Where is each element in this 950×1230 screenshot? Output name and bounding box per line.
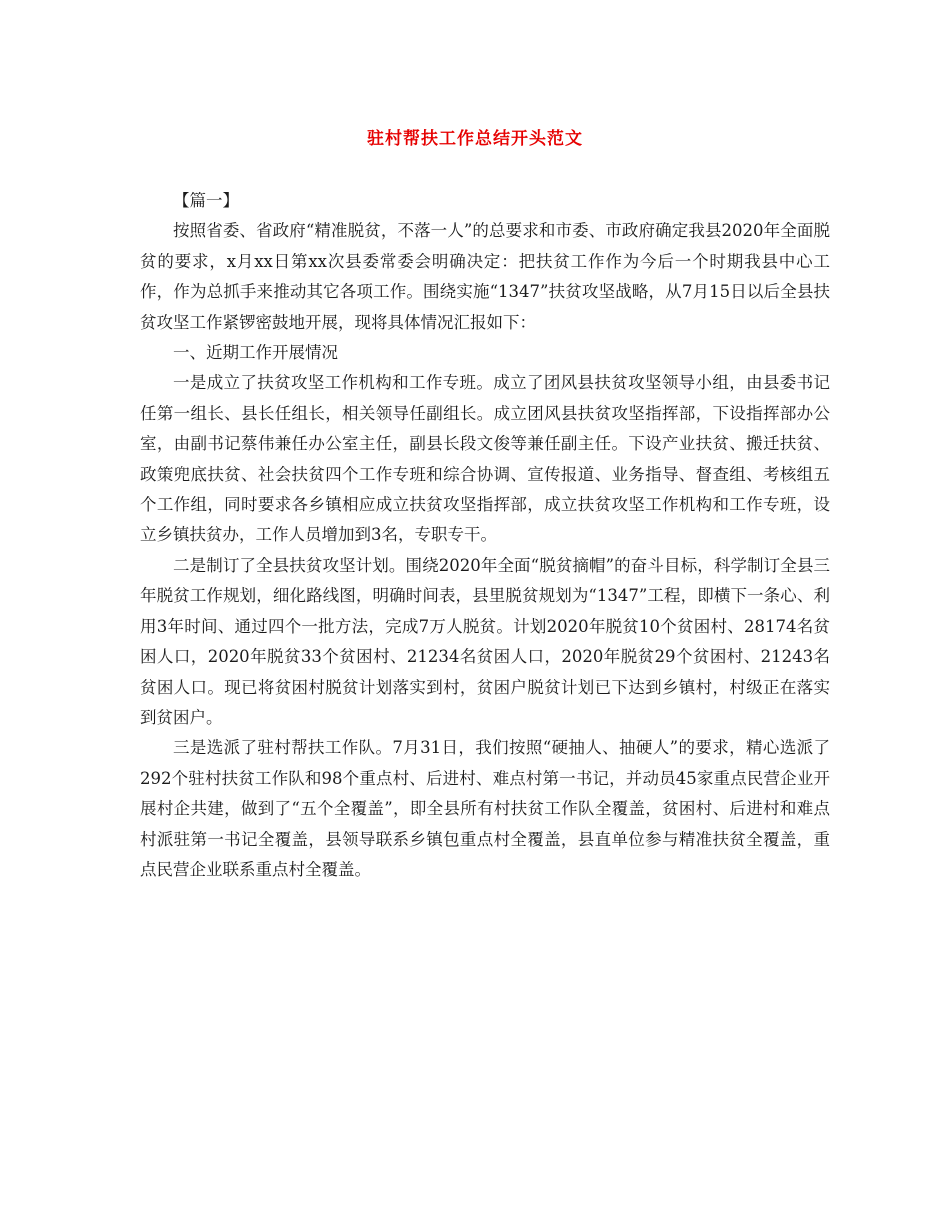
paragraph-intro: 按照省委、省政府“精准脱贫，不落一人”的总要求和市委、市政府确定我县2020年全面脱贫的要求，x月xx日第xx次县委常委会明确决定：把扶贫工作作为今后一个时期我县中心工作，作为总抓手来推动其它各项工作。围绕实施“1347”扶贫攻坚战略，从7月15日以后全县扶贫攻坚工作紧锣密鼓地开展，现将具体情况汇报如下： — [140, 221, 830, 332]
paragraph-heading: 一、近期工作开展情况 — [173, 343, 338, 363]
document-title: 驻村帮扶工作总结开头范文 — [367, 129, 583, 149]
section-tag: 【篇一】 — [173, 191, 239, 210]
paragraph-1: 一是成立了扶贫攻坚工作机构和工作专班。成立了团风县扶贫攻坚领导小组，由县委书记任第一组长、县长任组长，相关领导任副组长。成立团风县扶贫攻坚指挥部，下设指挥部办公室，由副书记蔡伟兼任办公室主任，副县长段文俊等兼任副主任。下设产业扶贫、搬迁扶贫、政策兜底扶贫、社会扶贫四个工作专班和综合协调、宣传报道、业务指导、督查组、考核组五个工作组，同时要求各乡镇相应成立扶贫攻坚指挥部，成立扶贫攻坚工作机构和工作专班，设立乡镇扶贫办，工作人员增加到3名，专职专干。 — [140, 373, 830, 545]
paragraph-2: 二是制订了全县扶贫攻坚计划。围绕2020年全面“脱贫摘帽”的奋斗目标，科学制订全县三年脱贫工作规划，细化路线图，明确时间表，县里脱贫规划为“1347”工程，即横下一条心、利用3年时间、通过四个一批方法，完成7万人脱贫。计划2020年脱贫10个贫困村、28174名贫困人口，2020年脱贫33个贫困村、21234名贫困人口，2020年脱贫29个贫困村、21243名贫困人口。现已将贫困村脱贫计划落实到村，贫困户脱贫计划已下达到乡镇村，村级正在落实到贫困户。 — [140, 555, 830, 727]
document-body — [140, 186, 830, 885]
paragraph-3: 三是选派了驻村帮扶工作队。7月31日，我们按照“硬抽人、抽硬人”的要求，精心选派了292个驻村扶贫工作队和98个重点村、后进村、难点村第一书记，并动员45家重点民营企业开展村企共建，做到了“五个全覆盖”，即全县所有村扶贫工作队全覆盖，贫困村、后进村和难点村派驻第一书记全覆盖，县领导联系乡镇包重点村全覆盖，县直单位参与精准扶贫全覆盖，重点民营企业联系重点村全覆盖。 — [140, 738, 830, 879]
